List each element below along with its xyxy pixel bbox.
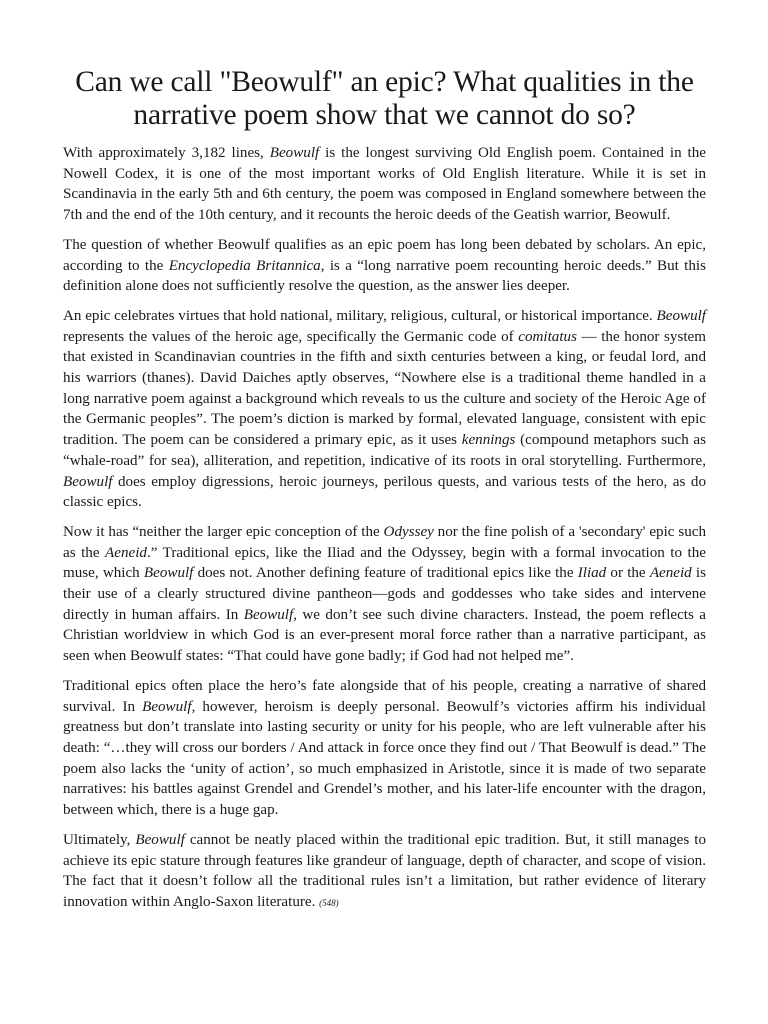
work-title-beowulf: Beowulf — [243, 606, 294, 623]
work-title-aeneid: Aeneid — [105, 544, 147, 561]
paragraph-personal-heroism: Traditional epics often place the hero’s fate alongside that of his people, creating a narrative of shared survival. In Beowulf, however, heroism is deeply personal. Beowulf’s victories affirm his individual greatness but don’t translate into lasting security or unity for his people, who are left vulnerable after his death: “…they will cross our borders / And attack in force once they find out / That Beowulf is dead.” The poem also lacks the ‘unity of action’, so much emphasized in Aristotle, since it is made of two separate narratives: his battles against Grendel and Grendel’s mother, and his later-life encounter with the dragon, between which, there is a huge gap. — [63, 677, 706, 819]
paragraph-definition: The question of whether Beowulf qualifies as an epic poem has long been debated by scholars. An epic, according to the Encyclopedia Britannica, is a “long narrative poem recounting heroic deeds.” But this definition alone does not sufficiently resolve the question, as the answer lies deeper. — [63, 236, 706, 295]
work-title-aeneid: Aeneid — [649, 565, 692, 582]
work-title-odyssey: Odyssey — [383, 523, 434, 540]
work-title-beowulf: Beowulf — [656, 307, 706, 324]
term-kennings: kennings — [461, 432, 516, 449]
work-title-beowulf: Beowulf — [63, 473, 113, 490]
work-title-beowulf: Beowulf — [143, 565, 194, 582]
essay-title: Can we call "Beowulf" an epic? What qualities in the narrative poem show that we cannot do so? — [75, 66, 694, 131]
paragraph-differences: Now it has “neither the larger epic conception of the Odyssey nor the fine polish of a 'secondary' epic such as the Aeneid.” Traditional epics, like the Iliad and the Odyssey, begin with a formal invocation to the muse, which Beowulf does not. Another defining feature of traditional epics like the Iliad or the Aeneid is their use of a clearly structured divine pantheon—gods and goddesses who take sides and intervene directly in human affairs. In Beowulf, we don’t see such divine characters. Instead, the poem reflects a Christian worldview in which God is an ever-present moral force rather than a narrative participant, as seen when Beowulf states: “That could have gone badly; if God had not helped me”. — [63, 523, 706, 665]
essay-body — [63, 143, 706, 914]
work-title-beowulf: Beowulf — [269, 145, 320, 161]
work-title-beowulf: Beowulf — [142, 698, 192, 715]
paragraph-conclusion: Ultimately, Beowulf cannot be neatly placed within the traditional epic tradition. But, it still manages to achieve its epic stature through features like grandeur of language, depth of character, and scope of vision. The fact that it doesn’t follow all the traditional rules isn’t a limitation, but rather evidence of literary innovation within Anglo-Saxon literature. (548) — [63, 831, 706, 910]
work-title-beowulf: Beowulf — [135, 831, 185, 848]
word-count: (548) — [319, 897, 339, 908]
essay-page — [63, 0, 706, 923]
work-title-iliad: Iliad — [577, 565, 607, 582]
paragraph-introduction: With approximately 3,182 lines, Beowulf is the longest surviving Old English poem. Contained in the Nowell Codex, it is one of the most important works of Old English literature. While it is set in Scandinavia in the early 5th and 6th century, the poem was composed in England somewhere between the 7th and the end of the 10th century, and it recounts the heroic deeds of the Geatish warrior, Beowulf. — [63, 145, 707, 224]
paragraph-epic-qualities: An epic celebrates virtues that hold national, military, religious, cultural, or historical importance. Beowulf represents the values of the heroic age, specifically the Germanic code of comitatus — the honor system that existed in Scandinavian countries in the fifth and sixth centuries between a king, or feudal lord, and his warriors (thanes). David Daiches aptly observes, “Nowhere else is a traditional theme handled in a long narrative poem against a background which reveals to us the culture and society of the Heroic Age of the Germanic peoples”. The poem’s diction is marked by formal, elevated language, consistent with epic tradition. The poem can be considered a primary epic, as it uses kennings (compound metaphors such as “whale-road” for sea), alliteration, and repetition, indicative of its roots in oral storytelling. Furthermore, Beowulf does employ digressions, heroic journeys, perilous quests, and various tests of the hero, as do classic epics. — [63, 307, 706, 511]
term-comitatus: comitatus — [518, 328, 577, 345]
source-title-britannica: Encyclopedia Britannica — [168, 257, 321, 274]
